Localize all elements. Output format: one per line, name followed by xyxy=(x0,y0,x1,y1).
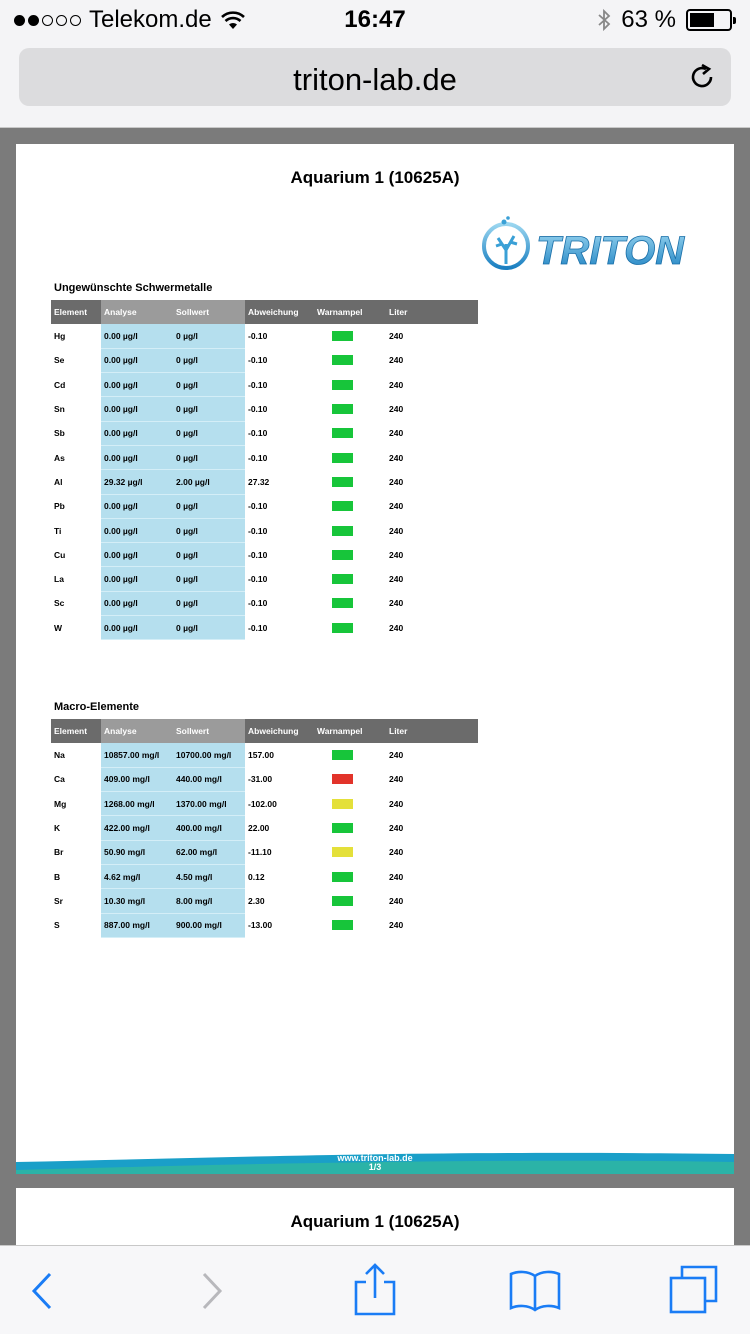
warnampel-cell xyxy=(314,324,386,348)
header-liter: Liter xyxy=(386,300,478,324)
abweichung-cell: -0.10 xyxy=(248,379,268,390)
liter-cell: 240 xyxy=(389,895,404,906)
sollwert-cell: 0 µg/l xyxy=(173,397,245,421)
sollwert-cell: 0 µg/l xyxy=(173,543,245,567)
warnampel-cell xyxy=(314,543,386,567)
sollwert-cell: 0 µg/l xyxy=(173,567,245,591)
sollwert-cell: 2.00 µg/l xyxy=(173,470,245,494)
warnampel-cell xyxy=(314,743,386,767)
tabs-button[interactable] xyxy=(668,1264,720,1316)
footer-url: www.triton-lab.de xyxy=(337,1153,413,1163)
sollwert-cell: 0 µg/l xyxy=(173,518,245,542)
analyse-cell: 0.00 µg/l xyxy=(101,616,173,640)
status-lamp-green xyxy=(332,598,353,608)
analyse-cell: 10857.00 mg/l xyxy=(101,743,173,767)
element-cell: K xyxy=(54,823,61,834)
macro-elements-body xyxy=(51,743,478,937)
header-element: Element xyxy=(51,300,101,324)
abweichung-cell: -31.00 xyxy=(248,774,273,785)
warnampel-cell xyxy=(314,494,386,518)
header-analyse: Analyse xyxy=(101,719,173,743)
analyse-cell: 0.00 µg/l xyxy=(101,567,173,591)
liter-cell: 240 xyxy=(389,823,404,834)
liter-cell: 240 xyxy=(389,501,404,512)
abweichung-cell: -0.10 xyxy=(248,404,268,415)
analyse-cell: 0.00 µg/l xyxy=(101,518,173,542)
warnampel-cell xyxy=(314,591,386,615)
table-header-row xyxy=(51,300,478,324)
status-lamp-green xyxy=(332,920,353,930)
warnampel-cell xyxy=(314,518,386,542)
page-title: Aquarium 1 (10625A) xyxy=(290,168,460,187)
liter-cell: 240 xyxy=(389,750,404,761)
analyse-cell: 1268.00 mg/l xyxy=(101,792,173,816)
element-cell: Sr xyxy=(54,895,63,906)
table-row xyxy=(51,616,478,640)
chevron-right-icon xyxy=(204,1274,220,1308)
forward-button[interactable] xyxy=(188,1268,234,1314)
warnampel-cell xyxy=(314,616,386,640)
element-cell: As xyxy=(54,452,65,463)
warnampel-cell xyxy=(314,864,386,888)
liter-cell: 240 xyxy=(389,549,404,560)
pdf-page-1 xyxy=(16,144,734,1174)
warnampel-cell xyxy=(314,767,386,791)
back-button[interactable] xyxy=(20,1268,66,1314)
liter-cell: 240 xyxy=(389,404,404,415)
sollwert-cell: 0 µg/l xyxy=(173,373,245,397)
abweichung-cell: -0.10 xyxy=(248,622,268,633)
element-cell: Cd xyxy=(54,379,66,390)
sollwert-cell: 440.00 mg/l xyxy=(173,767,245,791)
abweichung-cell: -0.10 xyxy=(248,331,268,342)
liter-cell: 240 xyxy=(389,598,404,609)
table-row xyxy=(51,743,478,767)
abweichung-cell: 27.32 xyxy=(248,476,270,487)
heavy-metals-body xyxy=(51,324,478,640)
table-row xyxy=(51,840,478,864)
table-row xyxy=(51,373,478,397)
table-row xyxy=(51,348,478,372)
bluetooth-icon xyxy=(597,8,611,32)
table-header-row xyxy=(51,719,478,743)
element-cell: B xyxy=(54,871,61,882)
warnampel-cell xyxy=(314,397,386,421)
address-bar-area xyxy=(0,40,750,128)
analyse-cell: 0.00 µg/l xyxy=(101,591,173,615)
warnampel-cell xyxy=(314,470,386,494)
macro-elements-title: Macro-Elemente xyxy=(54,701,139,713)
sollwert-cell: 0 µg/l xyxy=(173,324,245,348)
header-warnampel: Warnampel xyxy=(314,719,386,743)
sollwert-cell: 0 µg/l xyxy=(173,591,245,615)
table-row xyxy=(51,470,478,494)
liter-cell: 240 xyxy=(389,379,404,390)
abweichung-cell: -0.10 xyxy=(248,549,268,560)
sollwert-cell: 0 µg/l xyxy=(173,348,245,372)
status-right xyxy=(597,6,732,34)
status-lamp-green xyxy=(332,623,353,633)
element-cell: Sn xyxy=(54,404,65,415)
abweichung-cell: -0.10 xyxy=(248,355,268,366)
table-row xyxy=(51,421,478,445)
table-row xyxy=(51,864,478,888)
status-lamp-green xyxy=(332,823,353,833)
analyse-cell: 409.00 mg/l xyxy=(101,767,173,791)
liter-cell: 240 xyxy=(389,574,404,585)
abweichung-cell: -0.10 xyxy=(248,501,268,512)
header-liter: Liter xyxy=(386,719,478,743)
heavy-metals-table xyxy=(51,300,478,640)
sollwert-cell: 1370.00 mg/l xyxy=(173,792,245,816)
analyse-cell: 0.00 µg/l xyxy=(101,324,173,348)
chevron-left-icon xyxy=(34,1274,50,1308)
header-element: Element xyxy=(51,719,101,743)
abweichung-cell: 0.12 xyxy=(248,871,265,882)
status-lamp-green xyxy=(332,750,353,760)
url-text[interactable]: triton-lab.de xyxy=(293,62,457,97)
warnampel-cell xyxy=(314,840,386,864)
analyse-cell: 0.00 µg/l xyxy=(101,397,173,421)
table-row xyxy=(51,792,478,816)
liter-cell: 240 xyxy=(389,355,404,366)
abweichung-cell: -0.10 xyxy=(248,598,268,609)
logo-text: TRITON xyxy=(536,229,685,273)
sollwert-cell: 10700.00 mg/l xyxy=(173,743,245,767)
liter-cell: 240 xyxy=(389,525,404,536)
triton-logo xyxy=(480,214,686,282)
warnampel-cell xyxy=(314,421,386,445)
abweichung-cell: 22.00 xyxy=(248,823,270,834)
element-cell: Hg xyxy=(54,331,66,342)
element-cell: Br xyxy=(54,847,64,858)
analyse-cell: 887.00 mg/l xyxy=(101,913,173,937)
element-cell: Al xyxy=(54,476,63,487)
status-lamp-yellow xyxy=(332,847,353,857)
status-lamp-green xyxy=(332,404,353,414)
sollwert-cell: 4.50 mg/l xyxy=(173,864,245,888)
abweichung-cell: -0.10 xyxy=(248,428,268,439)
liter-cell: 240 xyxy=(389,798,404,809)
abweichung-cell: 2.30 xyxy=(248,895,265,906)
abweichung-cell: -102.00 xyxy=(248,798,277,809)
table-row xyxy=(51,567,478,591)
analyse-cell: 0.00 µg/l xyxy=(101,421,173,445)
element-cell: Sb xyxy=(54,428,65,439)
element-cell: Sc xyxy=(54,598,65,609)
liter-cell: 240 xyxy=(389,847,404,858)
liter-cell: 240 xyxy=(389,452,404,463)
header-abweichung: Abweichung xyxy=(245,719,314,743)
table-row xyxy=(51,767,478,791)
warnampel-cell xyxy=(314,567,386,591)
warnampel-cell xyxy=(314,373,386,397)
element-cell: Se xyxy=(54,355,65,366)
carrier-name: Telekom.de xyxy=(89,6,212,33)
warnampel-cell xyxy=(314,889,386,913)
header-abweichung: Abweichung xyxy=(245,300,314,324)
warnampel-cell xyxy=(314,816,386,840)
bookmarks-button[interactable] xyxy=(508,1268,562,1314)
element-cell: Cu xyxy=(54,549,66,560)
table-row xyxy=(51,445,478,469)
element-cell: Ca xyxy=(54,774,65,785)
page-title: Aquarium 1 (10625A) xyxy=(290,1212,460,1231)
share-button[interactable] xyxy=(352,1262,398,1318)
element-cell: S xyxy=(54,920,60,931)
abweichung-cell: -0.10 xyxy=(248,525,268,536)
warnampel-cell xyxy=(314,445,386,469)
status-lamp-green xyxy=(332,453,353,463)
table-row xyxy=(51,324,478,348)
element-cell: Na xyxy=(54,750,65,761)
analyse-cell: 0.00 µg/l xyxy=(101,494,173,518)
header-analyse: Analyse xyxy=(101,300,173,324)
table-row xyxy=(51,913,478,937)
sollwert-cell: 400.00 mg/l xyxy=(173,816,245,840)
header-sollwert: Sollwert xyxy=(173,300,245,324)
abweichung-cell: -13.00 xyxy=(248,920,273,931)
status-lamp-yellow xyxy=(332,799,353,809)
battery-percent: 63 % xyxy=(621,6,676,33)
sollwert-cell: 0 µg/l xyxy=(173,616,245,640)
liter-cell: 240 xyxy=(389,331,404,342)
sollwert-cell: 0 µg/l xyxy=(173,421,245,445)
status-lamp-green xyxy=(332,872,353,882)
status-lamp-green xyxy=(332,355,353,365)
analyse-cell: 422.00 mg/l xyxy=(101,816,173,840)
abweichung-cell: -11.10 xyxy=(248,847,272,858)
status-lamp-green xyxy=(332,428,353,438)
page-footer xyxy=(16,1154,734,1172)
status-lamp-red xyxy=(332,774,353,784)
warnampel-cell xyxy=(314,792,386,816)
element-cell: La xyxy=(54,574,64,585)
element-cell: Mg xyxy=(54,798,67,809)
address-bar[interactable] xyxy=(19,48,731,106)
heavy-metals-title: Ungewünschte Schwermetalle xyxy=(54,282,213,294)
sollwert-cell: 0 µg/l xyxy=(173,494,245,518)
liter-cell: 240 xyxy=(389,920,404,931)
reload-icon[interactable] xyxy=(687,62,717,92)
sollwert-cell: 0 µg/l xyxy=(173,445,245,469)
analyse-cell: 4.62 mg/l xyxy=(101,864,173,888)
browser-toolbar xyxy=(0,1245,750,1334)
sollwert-cell: 8.00 mg/l xyxy=(173,889,245,913)
sollwert-cell: 900.00 mg/l xyxy=(173,913,245,937)
sollwert-cell: 62.00 mg/l xyxy=(173,840,245,864)
table-row xyxy=(51,816,478,840)
element-cell: Pb xyxy=(54,501,65,512)
table-row xyxy=(51,494,478,518)
analyse-cell: 10.30 mg/l xyxy=(101,889,173,913)
status-lamp-green xyxy=(332,550,353,560)
analyse-cell: 0.00 µg/l xyxy=(101,373,173,397)
status-lamp-green xyxy=(332,477,353,487)
status-bar xyxy=(0,0,750,40)
status-lamp-green xyxy=(332,501,353,511)
warnampel-cell xyxy=(314,348,386,372)
analyse-cell: 0.00 µg/l xyxy=(101,348,173,372)
clock: 16:47 xyxy=(344,6,406,33)
analyse-cell: 50.90 mg/l xyxy=(101,840,173,864)
header-warnampel: Warnampel xyxy=(314,300,386,324)
liter-cell: 240 xyxy=(389,622,404,633)
analyse-cell: 29.32 µg/l xyxy=(101,470,173,494)
abweichung-cell: -0.10 xyxy=(248,452,268,463)
footer-page-number: 1/3 xyxy=(368,1162,382,1172)
status-lamp-green xyxy=(332,526,353,536)
liter-cell: 240 xyxy=(389,428,404,439)
status-lamp-green xyxy=(332,380,353,390)
liter-cell: 240 xyxy=(389,871,404,882)
table-row xyxy=(51,543,478,567)
element-cell: W xyxy=(54,622,63,633)
table-row xyxy=(51,889,478,913)
status-lamp-green xyxy=(332,896,353,906)
abweichung-cell: 157.00 xyxy=(248,750,274,761)
macro-elements-table xyxy=(51,719,478,938)
table-row xyxy=(51,397,478,421)
status-lamp-green xyxy=(332,331,353,341)
battery-icon xyxy=(686,9,732,31)
element-cell: Ti xyxy=(54,525,62,536)
analyse-cell: 0.00 µg/l xyxy=(101,543,173,567)
warnampel-cell xyxy=(314,913,386,937)
analyse-cell: 0.00 µg/l xyxy=(101,445,173,469)
liter-cell: 240 xyxy=(389,774,404,785)
table-row xyxy=(51,518,478,542)
header-sollwert: Sollwert xyxy=(173,719,245,743)
liter-cell: 240 xyxy=(389,476,404,487)
abweichung-cell: -0.10 xyxy=(248,574,268,585)
table-row xyxy=(51,591,478,615)
status-lamp-green xyxy=(332,574,353,584)
